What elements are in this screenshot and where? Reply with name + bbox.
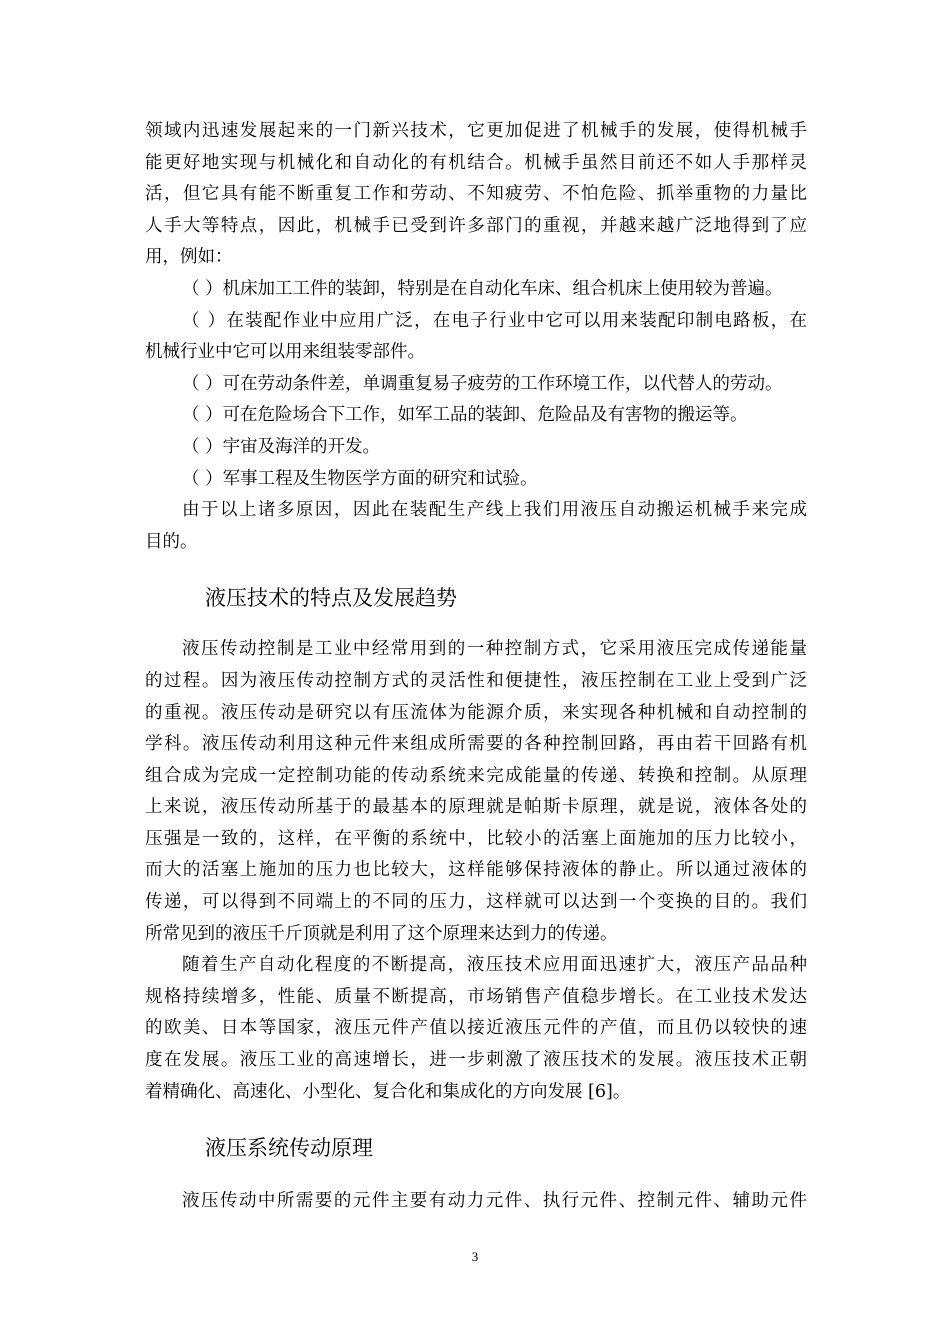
- list-item: （ ）在装配作业中应用广泛，在电子行业中它可以用来装配印制电路板，在: [182, 310, 807, 331]
- text-line: 液压传动控制是工业中经常用到的一种控制方式，它采用液压完成传递能量: [182, 639, 807, 660]
- text-line: 领域内迅速发展起来的一门新兴技术，它更加促进了机械手的发展，使得机械手: [145, 121, 807, 141]
- list-item: （ ）可在劳动条件差，单调重复易子疲劳的工作环境工作，以代替人的劳动。: [182, 373, 783, 394]
- text-line: 目的。: [145, 531, 198, 552]
- text-line: 上来说，液压传动所基于的最基本的原理就是帕斯卡原理，就是说，液体各处的: [145, 797, 807, 818]
- section-heading: 液压技术的特点及发展趋势: [205, 586, 457, 611]
- text-line: 着精确化、高速化、小型化、复合化和集成化的方向发展 [6]。: [145, 1081, 631, 1102]
- text-line: 随着生产自动化程度的不断提高，液压技术应用面迅速扩大，液压产品品种: [182, 955, 807, 976]
- text-line: 的重视。液压传动是研究以有压流体为能源介质，来实现各种机械和自动控制的: [145, 702, 807, 723]
- section1-paragraph2: [145, 950, 807, 1108]
- text-line: 规格持续增多，性能、质量不断提高，市场销售产值稳步增长。在工业技术发达: [145, 986, 807, 1007]
- text-line: 传递，可以得到不同端上的不同的压力，这样就可以达到一个变换的目的。我们: [145, 892, 807, 913]
- text-line: 组合成为完成一定控制功能的传动系统来完成能量的传递、转换和控制。从原理: [145, 765, 807, 786]
- text-line: 能更好地实现与机械化和自动化的有机结合。机械手虽然目前还不如人手那样灵: [145, 152, 807, 173]
- text-line: 液压传动中所需要的元件主要有动力元件、执行元件、控制元件、辅助元件: [182, 1191, 807, 1212]
- page-body: [145, 116, 807, 1218]
- text-line: 用，例如：: [145, 247, 233, 268]
- list-item: （ ）机床加工工件的装卸，特别是在自动化车床、组合机床上使用较为普遍。: [182, 278, 783, 299]
- text-line: 的过程。因为液压传动控制方式的灵活性和便捷性，液压控制在工业上受到广泛: [145, 670, 807, 691]
- text-line: 压强是一致的，这样，在平衡的系统中，比较小的活塞上面施加的压力比较小，: [145, 828, 807, 849]
- text-line: 而大的活塞上施加的压力也比较大，这样能够保持液体的静止。所以通过液体的: [145, 860, 807, 881]
- section1-paragraph1: [145, 634, 807, 950]
- list-item: （ ）军事工程及生物医学方面的研究和试验。: [182, 468, 538, 489]
- list-item-continuation: 机械行业中它可以用来组装零部件。: [145, 342, 425, 363]
- list-item: （ ）宇宙及海洋的开发。: [182, 436, 381, 457]
- section2-paragraph1: [145, 1186, 807, 1218]
- intro-paragraph: [145, 116, 807, 274]
- text-line: 所常见到的液压千斤顶就是利用了这个原理来达到力的传递。: [145, 923, 618, 944]
- text-line: 活，但它具有能不断重复工作和劳动、不知疲劳、不怕危险、抓举重物的力量比: [145, 184, 807, 205]
- conclusion-paragraph: [145, 495, 807, 558]
- section-heading: 液压系统传动原理: [205, 1136, 373, 1161]
- page-number: 3: [471, 1249, 479, 1264]
- text-line: 由于以上诸多原因，因此在装配生产线上我们用液压自动搬运机械手来完成: [182, 500, 807, 521]
- list-item: （ ）可在危险场合下工作，如军工品的装卸、危险品及有害物的搬运等。: [182, 405, 748, 426]
- application-list: [145, 274, 807, 495]
- text-line: 学科。液压传动利用这种元件来组成所需要的各种控制回路，再由若干回路有机: [145, 734, 807, 755]
- text-line: 人手大等特点，因此，机械手已受到许多部门的重视，并越来越广泛地得到了应: [145, 215, 807, 236]
- text-line: 度在发展。液压工业的高速增长，进一步刺激了液压技术的发展。液压技术正朝: [145, 1050, 807, 1071]
- text-line: 的欧美、日本等国家，液压元件产值以接近液压元件的产值，而且仍以较快的速: [145, 1018, 807, 1039]
